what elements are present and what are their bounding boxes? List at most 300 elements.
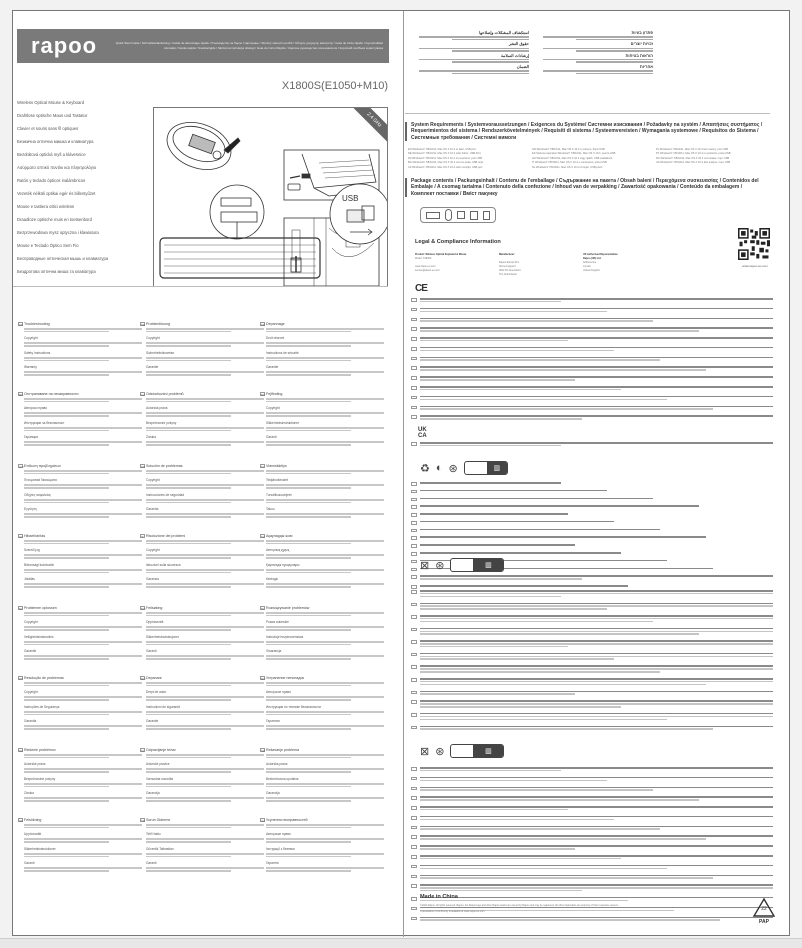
- subsection-heading: Інструкції з безпеки: [266, 846, 295, 851]
- text-line: [266, 331, 351, 333]
- section-heading: Fejlfinding: [266, 392, 283, 396]
- language-section-sk: [19, 748, 142, 803]
- text-line: [420, 337, 773, 339]
- text-line: [420, 618, 773, 620]
- text-line: [146, 516, 231, 518]
- legal-line: The Netherlands: [499, 273, 517, 276]
- language-flag: [411, 585, 417, 589]
- requirement-row: IT Windows® 7/8/10/11, Mac OS X 10.4 o successivo, porta USB: [532, 161, 607, 165]
- text-line: [146, 487, 231, 489]
- product-name: Бездротова оптична миша та клавіатура: [17, 269, 96, 274]
- language-flag: [411, 907, 417, 911]
- text-line: [146, 856, 231, 858]
- package-contents-icons: [420, 207, 496, 223]
- text-line: [420, 917, 773, 919]
- text-line: [420, 320, 653, 322]
- language-section-nl: [19, 606, 142, 661]
- language-flag: [411, 726, 417, 730]
- text-line: [420, 780, 607, 782]
- language-flag: [411, 700, 417, 704]
- language-section-pt: [19, 676, 142, 731]
- text-line: [24, 357, 142, 359]
- language-flag: [411, 308, 417, 312]
- ukca-line-1: UK: [418, 427, 427, 433]
- qr-code[interactable]: [738, 228, 770, 260]
- subsection-heading: Sikkerhetsinstruksjoner: [146, 634, 179, 639]
- text-line: [576, 61, 653, 62]
- text-line: [146, 371, 264, 373]
- text-line: [420, 845, 773, 847]
- crossed-bin-icon: ⊠: [420, 559, 430, 572]
- hebrew-section: [543, 30, 653, 75]
- declaration-paragraph: [411, 482, 773, 486]
- product-name: Ratón y teclado ópticos inalámbricos: [17, 178, 86, 183]
- text-line: [420, 806, 773, 808]
- subsection-heading: Авторлық құқық: [266, 548, 290, 553]
- language-code-badge: TR: [141, 819, 145, 823]
- text-line: [266, 543, 351, 545]
- language-code-badge: IT: [141, 535, 144, 539]
- text-line: [146, 441, 264, 443]
- text-line: [24, 569, 142, 571]
- subsection-heading: Copyright: [24, 690, 38, 695]
- subsection-heading: Copyright: [146, 336, 160, 341]
- language-flag: [411, 713, 417, 717]
- text-line: [266, 870, 351, 872]
- language-flag: [411, 536, 417, 540]
- declaration-paragraph: [411, 357, 773, 363]
- text-line: [266, 430, 351, 432]
- subsection-heading: Авторско право: [24, 406, 48, 411]
- language-section-bg: [19, 392, 142, 447]
- text-line: [420, 389, 621, 391]
- text-line: [420, 681, 773, 683]
- text-line: [266, 685, 351, 687]
- section-heading: Ақауларды жою: [266, 534, 293, 538]
- text-line: [146, 783, 264, 785]
- declaration-paragraph: [411, 490, 773, 494]
- text-line: [420, 490, 607, 492]
- text-line: [452, 61, 529, 62]
- declaration-paragraph: [411, 347, 773, 353]
- text-line: [146, 641, 264, 643]
- subsection-heading: Telif Hakkı: [146, 832, 161, 837]
- text-line: [420, 728, 713, 730]
- subsection-heading: Гарантія: [266, 861, 279, 866]
- device-disposal-notes: [411, 590, 773, 735]
- text-line: [420, 615, 773, 617]
- text-line: [146, 655, 264, 657]
- text-line: [420, 482, 561, 484]
- declaration-paragraph: [411, 845, 773, 851]
- text-line: [24, 644, 109, 646]
- rapoo-logo: rapoo: [31, 33, 98, 58]
- text-line: [146, 841, 231, 843]
- text-line: [420, 799, 699, 801]
- text-line: [146, 473, 231, 475]
- text-line: [24, 696, 142, 698]
- text-line: [146, 360, 231, 362]
- text-line: [146, 398, 264, 400]
- language-section-en: [19, 322, 142, 377]
- text-line: [146, 345, 231, 347]
- subsection-heading: Кепілдік: [266, 577, 278, 582]
- language-flag: [411, 337, 417, 341]
- text-line: [266, 644, 351, 646]
- subsection-heading: Εγγύηση: [24, 507, 37, 512]
- text-line: [420, 298, 773, 300]
- text-line: [146, 583, 264, 585]
- text-line: [420, 513, 568, 515]
- language-flag: [411, 875, 417, 879]
- text-line: [420, 819, 614, 821]
- declaration-paragraph: [411, 653, 773, 661]
- requirement-row: PT Windows® 7/8/10/11, Mac OS X 10.4 ou posterior, porta USB: [656, 152, 731, 156]
- text-line: [266, 841, 351, 843]
- recycle-icon: ♻: [420, 462, 430, 475]
- text-line: [146, 682, 264, 684]
- text-line: [146, 470, 264, 472]
- text-line: [24, 342, 142, 344]
- declaration-paragraph: [411, 855, 773, 861]
- text-line: [420, 838, 706, 840]
- subsection-heading: Autorská práva: [146, 406, 168, 411]
- text-line: [420, 706, 621, 708]
- declaration-paragraph: [411, 590, 773, 598]
- language-section-sr: [261, 748, 384, 803]
- mouse-keyboard-receiver-diagram: [154, 108, 388, 287]
- requirements-column: [408, 148, 522, 170]
- language-flag: [411, 513, 417, 517]
- text-line: [420, 593, 773, 595]
- text-line: [420, 608, 607, 610]
- text-line: [420, 498, 653, 500]
- text-line: [420, 828, 660, 830]
- text-line: [146, 757, 231, 759]
- text-line: [420, 330, 699, 332]
- text-line: [266, 473, 351, 475]
- language-section-se: [19, 818, 142, 873]
- section-heading: Problemlösung: [146, 322, 170, 326]
- text-line: [24, 725, 142, 727]
- text-line: [420, 658, 614, 660]
- text-line: [146, 867, 264, 869]
- triman-icon: ⊛: [448, 462, 458, 475]
- text-line: [266, 441, 384, 443]
- text-line: [420, 418, 582, 420]
- text-line: [24, 711, 142, 713]
- declaration-paragraph: [411, 665, 773, 673]
- declaration-paragraph: [411, 337, 773, 343]
- text-line: [420, 789, 653, 791]
- subsection-heading: Garantie: [24, 649, 37, 654]
- text-line: [24, 473, 109, 475]
- rtl-heading: זכויות יוצרים: [630, 41, 653, 47]
- subsection-heading: Инструкция по технике безопасности: [266, 704, 321, 709]
- subsection-heading: Қауіпсіздік нұсқаулары: [266, 562, 300, 567]
- text-line: [420, 643, 773, 645]
- text-line: [420, 340, 568, 342]
- text-line: [576, 73, 653, 74]
- text-line: [420, 809, 568, 811]
- language-flag: [411, 406, 417, 410]
- subsection-heading: Авторское право: [266, 690, 291, 695]
- text-line: [266, 626, 384, 628]
- text-line: [420, 369, 706, 371]
- text-line: [420, 767, 773, 769]
- declaration-paragraph: [411, 767, 773, 773]
- section-heading: Problemen oplossen: [24, 606, 57, 610]
- text-line: [146, 430, 231, 432]
- text-line: [24, 328, 142, 330]
- text-line: [420, 359, 660, 361]
- text-line: [266, 824, 384, 826]
- declaration-paragraph: [411, 298, 773, 304]
- text-line: [266, 345, 351, 347]
- text-line: [146, 728, 231, 730]
- device-sorting-badge: ▥: [450, 558, 504, 572]
- language-section-pl: [261, 606, 384, 661]
- text-line: [146, 401, 231, 403]
- text-line: [420, 442, 773, 444]
- section-heading: Felsökning: [24, 818, 42, 822]
- section-heading: Усунення несправностей: [266, 818, 308, 822]
- declaration-paragraph: [411, 376, 773, 382]
- subsection-heading: Varnostna navodila: [146, 776, 174, 781]
- text-line: [266, 487, 351, 489]
- product-name: Mouse e tastiera ottici wireless: [17, 204, 75, 209]
- language-flag: [411, 505, 417, 509]
- text-line: [420, 596, 561, 598]
- language-flag: [411, 615, 417, 619]
- subsection-heading: Гаранция: [24, 435, 38, 440]
- text-line: [146, 786, 231, 788]
- product-name: Mouse e Teclado Óptico Sem Fio: [17, 243, 79, 248]
- text-line: [146, 427, 264, 429]
- legal-line: Manufacturer:: [499, 253, 515, 256]
- text-line: [24, 699, 109, 701]
- subsection-heading: Upphovsrätt: [24, 832, 42, 837]
- subsection-heading: Tekijänoikeudet: [266, 478, 288, 483]
- subsection-heading: Turvallisuusohjeet: [266, 492, 292, 497]
- declaration-paragraph: [411, 544, 773, 548]
- text-line: [146, 342, 264, 344]
- product-name: Vezeték nélküli optikai egér és billentyűzet: [17, 191, 96, 196]
- language-flag: [411, 442, 417, 446]
- section-heading: Επίλυση προβλημάτων: [24, 464, 62, 468]
- subsection-heading: Gwarancja: [266, 649, 282, 654]
- section-heading: Отстраняване на неизправности: [24, 392, 79, 396]
- text-line: [24, 655, 142, 657]
- setup-illustration: [153, 107, 388, 287]
- text-line: [24, 516, 109, 518]
- text-line: [24, 797, 142, 799]
- text-line: [266, 856, 351, 858]
- language-flag: [411, 826, 417, 830]
- text-line: [146, 357, 264, 359]
- text-line: [543, 36, 653, 37]
- subsection-heading: Авторське право: [266, 832, 291, 837]
- subsection-heading: Гарантия: [266, 719, 280, 724]
- declaration-paragraph: [411, 396, 773, 402]
- subsection-heading: Záruka: [24, 791, 34, 796]
- product-name: Wireless Optical Mouse & Keyboard: [17, 100, 85, 105]
- text-line: [24, 682, 142, 684]
- text-line: [420, 875, 773, 877]
- text-line: [420, 301, 561, 303]
- section-divider: [405, 113, 770, 114]
- text-line: [24, 853, 142, 855]
- legal-line: Address line: [583, 261, 597, 264]
- declaration-paragraph: [411, 826, 773, 832]
- language-code-badge: ES: [141, 465, 146, 469]
- text-line: [146, 838, 264, 840]
- text-line: [420, 399, 667, 401]
- qr-caption: www.rapoo-eu.com: [742, 264, 768, 268]
- subsection-heading: Copyright: [24, 336, 38, 341]
- declaration-paragraph: [411, 628, 773, 636]
- doc-availability-line: A declaration of conformity is available at www.rapoo-eu.com: [420, 910, 485, 913]
- text-line: [146, 499, 264, 501]
- requirement-row: PL Windows® 7/8/10/11, Mac OS X 10.4 lub nowszy, port USB: [656, 148, 728, 151]
- requirement-row: BG Windows® 7/8/10/11, Mac OS X 10.4 или по-нова, USB порт: [408, 161, 484, 165]
- language-flag: [411, 917, 417, 921]
- subsection-heading: Drept de autor: [146, 690, 167, 695]
- language-flag: [411, 560, 417, 564]
- mouse-icon: [445, 209, 452, 221]
- language-flag: [411, 640, 417, 644]
- text-line: [24, 484, 142, 486]
- subsection-heading: Sikkerhedsinstruktioner: [266, 420, 300, 425]
- text-line: [266, 412, 384, 414]
- text-line: [420, 357, 773, 359]
- text-line: [266, 757, 351, 759]
- language-section-gr: [19, 464, 142, 519]
- made-in-label: Made in China: [420, 894, 458, 900]
- declaration-paragraph: [411, 700, 773, 708]
- product-name: Draadloze optische muis en toetsenbord: [17, 217, 92, 222]
- language-code-badge: PL: [261, 607, 265, 611]
- text-line: [146, 331, 231, 333]
- rtl-heading: פתרון בעיות: [631, 30, 653, 35]
- requirement-row: HU Windows® 7/8/10/11, Mac OS X 10.4 vagy újabb, USB csatlakozó: [532, 156, 613, 160]
- text-line: [420, 868, 667, 870]
- text-line: [420, 505, 699, 507]
- legal-uk-col: [583, 253, 653, 277]
- text-line: [146, 540, 264, 542]
- text-line: [24, 415, 109, 417]
- frequency-badge: 2.4 GHz: [345, 107, 388, 149]
- declaration-paragraph: [411, 513, 773, 517]
- declaration-paragraph: [411, 521, 773, 525]
- subsection-heading: Avtorske pravice: [146, 762, 170, 767]
- text-line: [24, 487, 109, 489]
- declaration-paragraph: [411, 585, 773, 589]
- usb-label: USB: [342, 194, 359, 203]
- text-line: [420, 897, 773, 899]
- text-line: [24, 540, 142, 542]
- language-flag: [411, 396, 417, 400]
- legal-line: UK Authorised Representative:: [583, 253, 619, 256]
- text-line: [420, 366, 773, 368]
- subsection-heading: Copyright: [266, 406, 280, 411]
- text-line: [24, 800, 109, 802]
- text-line: [266, 328, 384, 330]
- text-line: [420, 379, 575, 381]
- text-line: [420, 445, 561, 447]
- text-line: [146, 827, 231, 829]
- text-line: [420, 919, 720, 921]
- text-line: [266, 415, 351, 417]
- language-flag: [411, 590, 417, 594]
- legal-line: www.rapoo-eu.com: [415, 265, 436, 268]
- battery-icon: [470, 211, 478, 220]
- text-line: [266, 682, 384, 684]
- subsection-heading: Prawa autorskie: [266, 620, 289, 625]
- language-code-badge: BG: [19, 393, 24, 397]
- text-line: [266, 853, 384, 855]
- declaration-paragraph: [411, 726, 773, 732]
- text-line: [420, 787, 773, 789]
- subsection-heading: Garanti: [146, 861, 157, 866]
- language-flag: [411, 575, 417, 579]
- text-line: [24, 513, 142, 515]
- text-line: [24, 583, 142, 585]
- text-line: [24, 345, 109, 347]
- text-line: [146, 586, 231, 588]
- text-line: [420, 628, 773, 630]
- text-line: [24, 427, 142, 429]
- declaration-paragraph: [411, 691, 773, 697]
- arabic-section: [419, 30, 529, 75]
- subsection-heading: Autorské práva: [24, 762, 46, 767]
- text-line: [24, 626, 142, 628]
- requirements-column: [532, 148, 646, 170]
- section-divider: [13, 286, 388, 287]
- section-heading: Resolução de problemas: [24, 676, 64, 680]
- language-flag: [411, 865, 417, 869]
- text-line: [266, 768, 384, 770]
- text-line: [420, 640, 773, 642]
- manual-icon: [483, 211, 490, 220]
- subsection-heading: Garancija: [146, 791, 160, 796]
- declaration-paragraph: [411, 498, 773, 502]
- subsection-heading: Bezbednosna uputstva: [266, 776, 299, 781]
- legal-line: Kleine Koppel 5: [499, 265, 516, 268]
- section-heading: Solución de problemas: [146, 464, 183, 468]
- text-line: [576, 39, 653, 40]
- text-line: [266, 696, 384, 698]
- pap-recycle-mark: [752, 897, 776, 925]
- text-line: [420, 826, 773, 828]
- text-line: [452, 50, 529, 51]
- text-line: [420, 877, 713, 879]
- text-line: [420, 605, 773, 607]
- text-line: [420, 770, 561, 772]
- text-line: [24, 629, 109, 631]
- language-code-badge: DK: [261, 393, 266, 397]
- keyboard-icon: [426, 212, 440, 219]
- text-line: [420, 308, 773, 310]
- text-line: [24, 754, 142, 756]
- sorting-info-badge: ▥: [464, 461, 508, 475]
- text-line: [420, 521, 614, 523]
- rtl-heading: הוראות בטיחות: [625, 52, 653, 58]
- viewer-bottom-edge: [0, 938, 802, 948]
- language-code-badge: SE: [19, 819, 24, 823]
- language-flag: [411, 568, 417, 572]
- text-line: [24, 554, 142, 556]
